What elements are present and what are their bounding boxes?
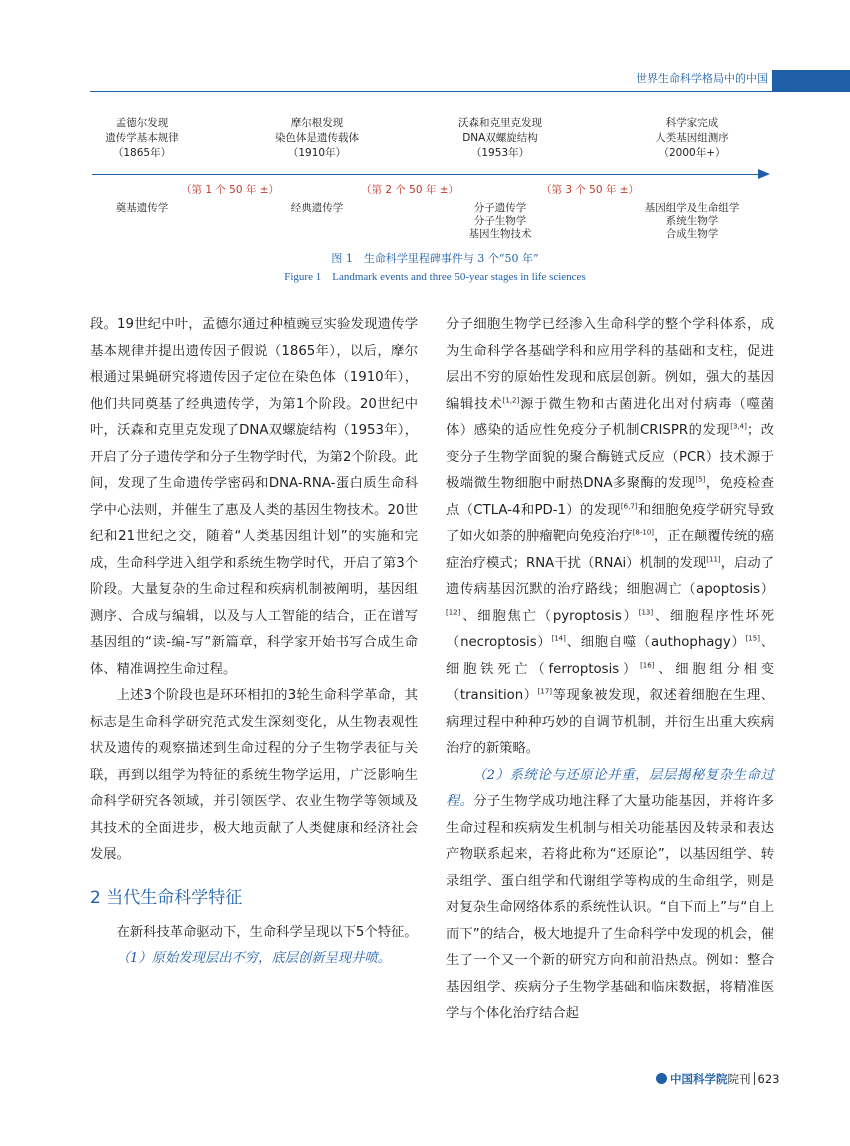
citation: [6,7] — [620, 502, 638, 511]
citation: [11] — [706, 555, 721, 564]
event-genome: 科学家完成 人类基因组测序 （2000年+） — [655, 117, 729, 159]
paragraph: 分子细胞生物学已经渗入生命科学的整个学科体系，成为生命科学各基础学科和应用学科的基础和支柱，促进层出不穷的原始性发现和底层创新。例如，强大的基因编辑技术[1,2]源于微生物和古菌进化出对付病毒（噬菌体）感染的适应性免疫分子机制CRISPR的发现[3,4]；改变分子生物学面貌的聚合酶链式反应（PCR）技术源于极端微生物细胞中耐热DNA多聚酶的发现[5]，免疫检查点（CTLA-4和PD-1）的发现[6,7]和细胞免疫学研究导致了如火如荼的肿瘤靶向免疫治疗[8-10]，正在颠覆传统的癌症治疗模式；RNA干扰（RNAi）机制的发现[11]，启动了遗传病基因沉默的治疗路线；细胞凋亡（apoptosis）[12]、细胞焦亡（pyroptosis）[13]、细胞程序性坏死（necroptosis）[14]、细胞自噬（authophagy）[15]、细胞铁死亡（ferroptosis）[16]、细胞组分相变（transition）[17]等现象被发现，叙述着细胞在生理、病理过程中种种巧妙的自调节机制，并衍生出重大疾病治疗的新策略。 — [446, 317, 775, 756]
header-rule — [90, 91, 830, 92]
subsection-heading-2: （2）系统论与还原论并重，层层揭秘复杂生命过程。 — [446, 767, 774, 809]
citation: [13] — [638, 608, 654, 617]
citation: [14] — [551, 634, 566, 643]
page-number: 623 — [757, 1072, 780, 1086]
stage-1: 奠基遗传学 — [115, 202, 169, 214]
citation: [16] — [640, 661, 655, 670]
stage-3: 分子遗传学 分子生物学 基因生物技术 — [468, 202, 532, 240]
citation: [12] — [446, 608, 461, 617]
timeline-axis — [92, 174, 760, 175]
citation: [1,2] — [502, 396, 520, 405]
footer-separator — [754, 1072, 755, 1085]
left-column — [90, 312, 418, 973]
running-header-title: 世界生命科学格局中的中国 — [636, 72, 768, 85]
cas-logo-icon — [656, 1073, 667, 1084]
event-mendel: 孟德尔发现 遗传学基本规律 （1865年） — [105, 117, 179, 159]
page-footer: 中国科学院院刊 623 — [656, 1071, 779, 1087]
citation: [3,4] — [730, 422, 747, 431]
stage-2: 经典遗传学 — [290, 202, 344, 214]
stage-4: 基因组学及生命组学 系统生物学 合成生物学 — [644, 202, 740, 240]
figure-caption-cn: 图 1 生命科学里程碑事件与 3 个“50 年” — [331, 252, 539, 265]
arrow-head-icon — [758, 169, 770, 179]
paragraph: 上述3个阶段也是环环相扣的3轮生命科学革命，其标志是生命科学研究范式发生深刻变化，从生物表观性状及遗传的观察描述到生命过程的分子生物学表征与关联，再到以组学为特征的系统生物学运用，广泛影响生命科学研究各领域，并引领医学、农业生物学等领域及其技术的全面进步，极大地贡献了人类健康和经济社会发展。 — [90, 688, 418, 862]
figure-caption-en: Figure 1 Landmark events and three 50-year stages in life sciences — [284, 271, 586, 283]
paragraph: （2）系统论与还原论并重，层层揭秘复杂生命过程。分子生物学成功地注释了大量功能基因，并将许多生命过程和疾病发生机制与相关功能基因及转录和表达产物联系起来，若将此称为“还原论”，以基因组学、转录组学、蛋白组学和代谢组学等构成的生命组学，则是对复杂生命网络体系的系统性认识。“自下而上”与“自上而下”的结合，极大地提升了生命科学中发现的机会，催生了一个又一个新的研究方向和前沿热点。例如：整合基因组学、疾病分子生物学基础和临床数据，将精准医学与个体化治疗结合起 — [446, 767, 775, 1021]
citation: [5] — [695, 475, 706, 484]
period-3: （第 3 个 50 年 ±） — [540, 184, 640, 196]
event-morgan: 摩尔根发现 染色体是遗传载体 （1910年） — [275, 117, 359, 159]
period-2: （第 2 个 50 年 ±） — [360, 184, 460, 196]
section-heading: 2 当代生命科学特征 — [90, 887, 243, 908]
paragraph: 在新科技革命驱动下，生命科学呈现以下5个特征。 — [116, 924, 418, 940]
paragraph: 段。19世纪中叶，孟德尔通过种植豌豆实验发现遗传学基本规律并提出遗传因子假说（1865年），以后，摩尔根通过果蝇研究将遗传因子定位在染色体（1910年），他们共同奠基了经典遗传学，为第1个阶段。20世纪中叶，沃森和克里克发现了DNA双螺旋结构（1953年），开启了分子遗传学和分子生物学时代，为第2个阶段。此间，发现了生命遗传学密码和DNA-RNA-蛋白质生命科学中心法则，并催生了惠及人类的基因生物技术。20世纪和21世纪之交，随着“人类基因组计划”的实施和完成，生命科学进入组学和系统生物学时代，开启了第3个阶段。大量复杂的生命过程和疾病机制被阐明，基因组测序、合成与编辑，以及与人工智能的结合，正在谱写基因组的“读-编-写”新篇章，科学家开始书写合成生命体、精准调控生命过程。 — [90, 317, 418, 677]
citation: [17] — [537, 687, 553, 696]
subsection-heading-1: （1）原始发现层出不穷，底层创新呈现井喷。 — [116, 951, 391, 966]
right-column — [446, 312, 774, 1028]
period-1: （第 1 个 50 年 ±） — [180, 184, 280, 196]
journal-name: 中国科学院 — [670, 1072, 728, 1086]
citation: [15] — [745, 634, 760, 643]
event-watson-crick: 沃森和克里克发现 DNA双螺旋结构 （1953年） — [458, 117, 542, 159]
header-color-block — [772, 70, 850, 92]
citation: [8-10] — [632, 528, 655, 537]
